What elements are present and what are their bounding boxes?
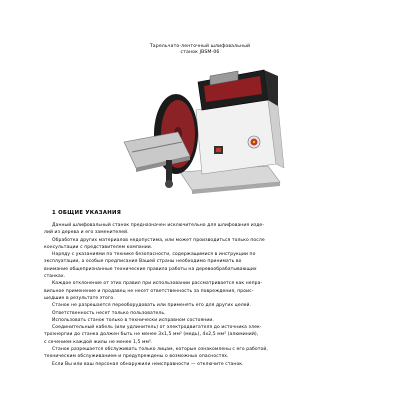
body-line: эксплуатации, а особые предписания Вашей страны необходимо принимать во (44, 259, 242, 265)
body-line: Станок разрешается обслуживать только лицам, которые ознакомлены с его работой, (52, 347, 268, 353)
document-body (44, 222, 362, 368)
title-line-2: станок JBSM-06 (180, 50, 220, 56)
body-line: лий из дерева и его заменителей. (44, 230, 129, 236)
section-heading: 1 ОБЩИЕ УКАЗАНИЯ (52, 210, 122, 216)
document-title (100, 44, 300, 56)
body-line: внимание общепризнанные технические правила работы на деревообрабатывающих (44, 266, 257, 272)
body-line: Каждое отклонение от этих правил при использовании рассматривается как непра- (52, 281, 263, 287)
body-line: вильное применение и продавец не несет ответственность за повреждения, проис- (44, 288, 254, 294)
body-line: Ответственность несет только пользователь. (52, 310, 166, 316)
body-line: троэнергии до станка должен быть не менее 3х1,5 мм² (медь), 4х2,5 мм² (алюминий), (44, 332, 259, 338)
body-line: Если Вы или ваш персонал обнаружили неисправности — отключите станок. (52, 361, 244, 367)
body-line: техническим обслуживанием и предупреждены о возможных опасностях. (44, 354, 229, 360)
body-line: с сечением каждой жилы не менее 1,5 мм². (44, 339, 153, 345)
body-line: Обработка других материалов недопустима, или может производиться только после (52, 237, 265, 243)
body-line: Станок не разрешается переоборудовать или применять его для других целей. (52, 303, 252, 309)
body-line: Данный шлифовальный станок предназначен исключительно для шлифования изде- (52, 223, 265, 228)
body-line: станках. (44, 274, 66, 280)
body-line: Использовать станок только в технически исправном состоянии. (52, 317, 214, 323)
body-line: Соединительный кабель (или удлинитель) от электродвигателя до источника элек- (52, 325, 262, 331)
body-line: шедшие в результате этого. (44, 295, 115, 301)
body-line: Наряду с указаниями по технике безопасности, содержащимися в инструкции по (52, 252, 256, 258)
sanding-machine-photo (118, 60, 288, 200)
title-line-1: Тарельчато-ленточный шлифовальный (149, 44, 251, 49)
body-line: консультации с представителем компании. (44, 244, 153, 250)
